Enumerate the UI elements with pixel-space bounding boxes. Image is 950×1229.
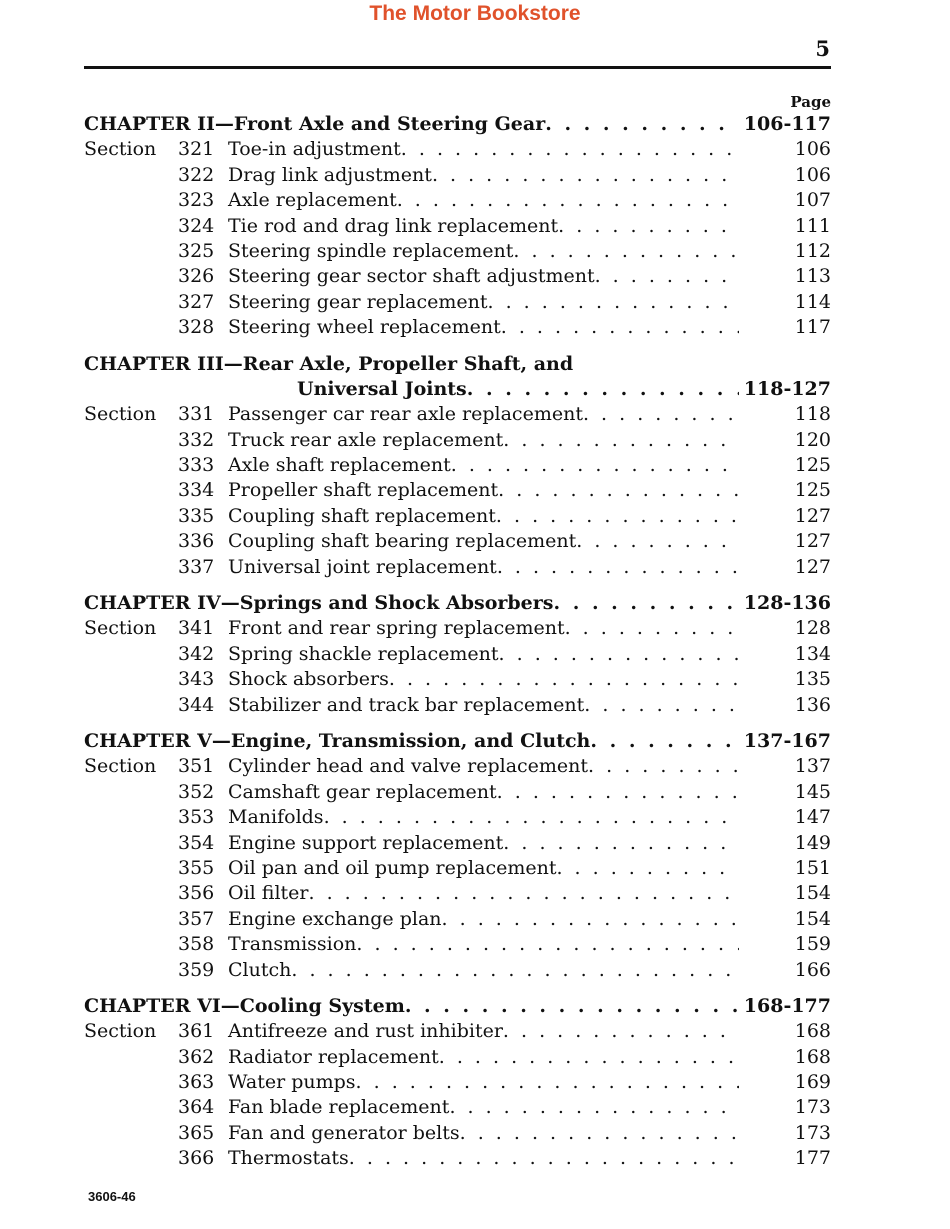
section-entry xyxy=(84,453,831,478)
section-entry xyxy=(84,428,831,453)
dot-leader xyxy=(498,478,739,503)
dot-leader xyxy=(405,994,739,1019)
section-title: Steering gear sector shaft adjustment xyxy=(228,265,595,288)
section-page: 125 xyxy=(794,479,831,502)
chapter-block xyxy=(84,994,831,1172)
dot-leader xyxy=(324,805,739,830)
section-number: 326 xyxy=(178,265,215,288)
section-title: Steering gear replacement xyxy=(228,290,488,313)
section-title: Manifolds xyxy=(228,806,324,829)
dot-leader xyxy=(576,529,739,554)
chapter-page-range: 168-177 xyxy=(743,994,831,1017)
section-entry xyxy=(84,907,831,932)
section-page: 177 xyxy=(794,1147,831,1170)
dot-leader xyxy=(356,1070,739,1095)
section-entry xyxy=(84,1019,831,1044)
section-entry xyxy=(84,1095,831,1120)
section-entry xyxy=(84,1045,831,1070)
chapter-title: CHAPTER III—Rear Axle, Propeller Shaft, and xyxy=(84,352,574,375)
dot-leader xyxy=(449,1095,739,1120)
dot-leader xyxy=(499,642,739,667)
section-page: 147 xyxy=(794,806,831,829)
section-number: 352 xyxy=(178,780,215,803)
dot-leader xyxy=(389,667,739,692)
dot-leader xyxy=(503,831,739,856)
section-number: 335 xyxy=(178,504,215,527)
section-number: 362 xyxy=(178,1045,215,1068)
section-title: Drag link adjustment xyxy=(228,163,432,186)
section-title: Antifreeze and rust inhibiter xyxy=(228,1020,503,1043)
dot-leader xyxy=(349,1146,739,1171)
dot-leader xyxy=(497,780,739,805)
dot-leader xyxy=(460,1121,739,1146)
page-number: 5 xyxy=(815,36,830,61)
section-entry xyxy=(84,1121,831,1146)
section-entry xyxy=(84,163,831,188)
dot-leader xyxy=(401,137,739,162)
chapter-page-range: 137-167 xyxy=(743,729,831,752)
chapter-title: Universal Joints xyxy=(297,377,467,400)
chapter-title: CHAPTER II—Front Axle and Steering Gear xyxy=(84,113,546,135)
section-entry xyxy=(84,1070,831,1095)
section-number: 359 xyxy=(178,958,215,981)
dot-leader xyxy=(556,856,739,881)
dot-leader xyxy=(501,315,739,340)
section-number: 351 xyxy=(178,755,215,778)
section-entry xyxy=(84,478,831,503)
dot-leader xyxy=(565,616,739,641)
section-entry xyxy=(84,239,831,264)
section-title: Coupling shaft replacement xyxy=(228,504,496,527)
section-number: 344 xyxy=(178,693,215,716)
section-number: 332 xyxy=(178,428,215,451)
section-title: Water pumps xyxy=(228,1071,356,1094)
footer-code: 3606-46 xyxy=(88,1189,136,1204)
section-title: Spring shackle replacement xyxy=(228,642,499,665)
section-label: Section xyxy=(84,617,157,640)
section-title: Shock absorbers xyxy=(228,668,389,691)
section-title: Fan blade replacement xyxy=(228,1096,450,1119)
section-entry xyxy=(84,264,831,289)
dot-leader xyxy=(545,112,739,137)
section-number: 324 xyxy=(178,214,215,237)
section-page: 149 xyxy=(794,831,831,854)
section-title: Radiator replacement xyxy=(228,1045,439,1068)
section-number: 357 xyxy=(178,907,215,930)
section-page: 136 xyxy=(794,693,831,716)
section-title: Oil pan and oil pump replacement xyxy=(228,856,557,879)
section-page: 154 xyxy=(794,907,831,930)
section-entry xyxy=(84,1146,831,1171)
section-number: 323 xyxy=(178,189,215,212)
section-number: 364 xyxy=(178,1096,215,1119)
dot-leader xyxy=(513,239,739,264)
section-page: 112 xyxy=(794,239,831,262)
section-title: Front and rear spring replacement xyxy=(228,617,565,640)
dot-leader xyxy=(503,428,739,453)
section-title: Engine support replacement xyxy=(228,831,504,854)
header-rule xyxy=(84,66,831,69)
section-label: Section xyxy=(84,138,157,161)
section-title: Cylinder head and valve replacement xyxy=(228,755,589,778)
section-title: Truck rear axle replacement xyxy=(228,428,504,451)
dot-leader xyxy=(503,1019,739,1044)
section-title: Axle shaft replacement xyxy=(228,454,451,477)
section-title: Clutch xyxy=(228,958,292,981)
section-page: 128 xyxy=(794,617,831,640)
section-number: 343 xyxy=(178,668,215,691)
dot-leader xyxy=(584,693,739,718)
chapter-page-range: 106-117 xyxy=(743,113,831,135)
section-page: 173 xyxy=(794,1121,831,1144)
section-title: Toe-in adjustment xyxy=(228,138,401,161)
section-number: 354 xyxy=(178,831,215,854)
section-number: 341 xyxy=(178,617,215,640)
section-title: Tie rod and drag link replacement xyxy=(228,214,559,237)
section-page: 106 xyxy=(794,138,831,161)
section-number: 363 xyxy=(178,1071,215,1094)
section-number: 321 xyxy=(178,138,215,161)
section-page: 134 xyxy=(794,642,831,665)
chapter-heading-line xyxy=(84,994,831,1019)
section-page: 169 xyxy=(794,1071,831,1094)
section-number: 366 xyxy=(178,1147,215,1170)
section-entry xyxy=(84,290,831,315)
section-title: Coupling shaft bearing replacement xyxy=(228,530,577,553)
dot-leader xyxy=(451,453,739,478)
section-entry xyxy=(84,693,831,718)
section-page: 107 xyxy=(794,189,831,212)
chapter-title: CHAPTER VI—Cooling System xyxy=(84,994,405,1017)
table-of-contents xyxy=(84,112,831,1183)
section-number: 327 xyxy=(178,290,215,313)
section-entry xyxy=(84,881,831,906)
chapter-page-range: 128-136 xyxy=(743,592,831,615)
section-title: Camshaft gear replacement xyxy=(228,780,497,803)
dot-leader xyxy=(595,264,739,289)
section-number: 342 xyxy=(178,642,215,665)
section-page: 166 xyxy=(794,958,831,981)
section-page: 127 xyxy=(794,504,831,527)
section-page: 173 xyxy=(794,1096,831,1119)
section-page: 168 xyxy=(794,1020,831,1043)
section-page: 120 xyxy=(794,428,831,451)
chapter-block xyxy=(84,112,831,341)
section-page: 135 xyxy=(794,668,831,691)
section-page: 168 xyxy=(794,1045,831,1068)
section-page: 127 xyxy=(794,530,831,553)
section-page: 125 xyxy=(794,454,831,477)
dot-leader xyxy=(496,504,739,529)
section-number: 334 xyxy=(178,479,215,502)
section-label: Section xyxy=(84,755,157,778)
section-title: Transmission xyxy=(228,933,357,956)
dot-leader xyxy=(488,290,739,315)
dot-leader xyxy=(583,402,739,427)
section-entry xyxy=(84,805,831,830)
section-title: Stabilizer and track bar replacement xyxy=(228,693,585,716)
section-number: 356 xyxy=(178,882,215,905)
dot-leader xyxy=(497,555,739,580)
section-entry xyxy=(84,831,831,856)
section-entry xyxy=(84,214,831,239)
section-label: Section xyxy=(84,403,157,426)
section-entry xyxy=(84,137,831,162)
section-page: 154 xyxy=(794,882,831,905)
dot-leader xyxy=(308,881,739,906)
dot-leader xyxy=(467,377,739,402)
section-title: Fan and generator belts xyxy=(228,1121,460,1144)
chapter-heading-line xyxy=(84,377,831,402)
dot-leader xyxy=(553,591,739,616)
section-number: 361 xyxy=(178,1020,215,1043)
section-number: 325 xyxy=(178,239,215,262)
section-page: 145 xyxy=(794,780,831,803)
section-number: 353 xyxy=(178,806,215,829)
section-number: 333 xyxy=(178,454,215,477)
dot-leader xyxy=(588,754,739,779)
section-page: 114 xyxy=(794,290,831,313)
section-page: 137 xyxy=(794,755,831,778)
section-number: 337 xyxy=(178,555,215,578)
section-entry xyxy=(84,402,831,427)
section-page: 117 xyxy=(794,316,831,339)
chapter-title: CHAPTER IV—Springs and Shock Absorbers xyxy=(84,592,554,615)
section-entry xyxy=(84,856,831,881)
section-title: Axle replacement xyxy=(228,189,397,212)
chapter-heading-line xyxy=(84,591,831,616)
section-entry xyxy=(84,642,831,667)
section-number: 365 xyxy=(178,1121,215,1144)
section-page: 106 xyxy=(794,163,831,186)
section-number: 336 xyxy=(178,530,215,553)
section-entry xyxy=(84,932,831,957)
section-title: Steering wheel replacement xyxy=(228,316,501,339)
section-entry xyxy=(84,555,831,580)
chapter-heading-line xyxy=(84,729,831,754)
section-number: 358 xyxy=(178,933,215,956)
section-number: 355 xyxy=(178,856,215,879)
dot-leader xyxy=(356,932,739,957)
section-entry xyxy=(84,780,831,805)
section-title: Universal joint replacement xyxy=(228,555,497,578)
section-title: Oil filter xyxy=(228,882,309,905)
section-number: 328 xyxy=(178,316,215,339)
dot-leader xyxy=(291,958,739,983)
section-entry xyxy=(84,529,831,554)
section-title: Engine exchange plan xyxy=(228,907,442,930)
chapter-title: CHAPTER V—Engine, Transmission, and Clutch xyxy=(84,729,591,752)
chapter-heading-line xyxy=(84,112,831,137)
section-entry xyxy=(84,667,831,692)
dot-leader xyxy=(442,907,739,932)
section-label: Section xyxy=(84,1020,157,1043)
chapter-page-range: 118-127 xyxy=(743,377,831,400)
dot-leader xyxy=(397,188,739,213)
section-entry xyxy=(84,754,831,779)
section-page: 159 xyxy=(794,933,831,956)
section-title: Passenger car rear axle replacement xyxy=(228,403,583,426)
chapter-heading-line xyxy=(84,352,831,377)
section-page: 127 xyxy=(794,555,831,578)
section-entry xyxy=(84,315,831,340)
dot-leader xyxy=(590,729,739,754)
watermark-title: The Motor Bookstore xyxy=(369,2,581,25)
section-number: 331 xyxy=(178,403,215,426)
section-page: 111 xyxy=(794,214,831,237)
page-column-heading: Page xyxy=(790,93,831,111)
section-page: 118 xyxy=(794,403,831,426)
section-entry xyxy=(84,504,831,529)
dot-leader xyxy=(439,1045,739,1070)
dot-leader xyxy=(432,163,739,188)
section-number: 322 xyxy=(178,163,215,186)
dot-leader xyxy=(558,214,739,239)
section-title: Thermostats xyxy=(228,1147,349,1170)
chapter-block xyxy=(84,352,831,581)
section-page: 151 xyxy=(794,856,831,879)
chapter-block xyxy=(84,729,831,983)
section-title: Steering spindle replacement xyxy=(228,239,514,262)
section-title: Propeller shaft replacement xyxy=(228,479,499,502)
chapter-block xyxy=(84,591,831,718)
section-entry xyxy=(84,958,831,983)
section-page: 113 xyxy=(794,265,831,288)
section-entry xyxy=(84,616,831,641)
section-entry xyxy=(84,188,831,213)
